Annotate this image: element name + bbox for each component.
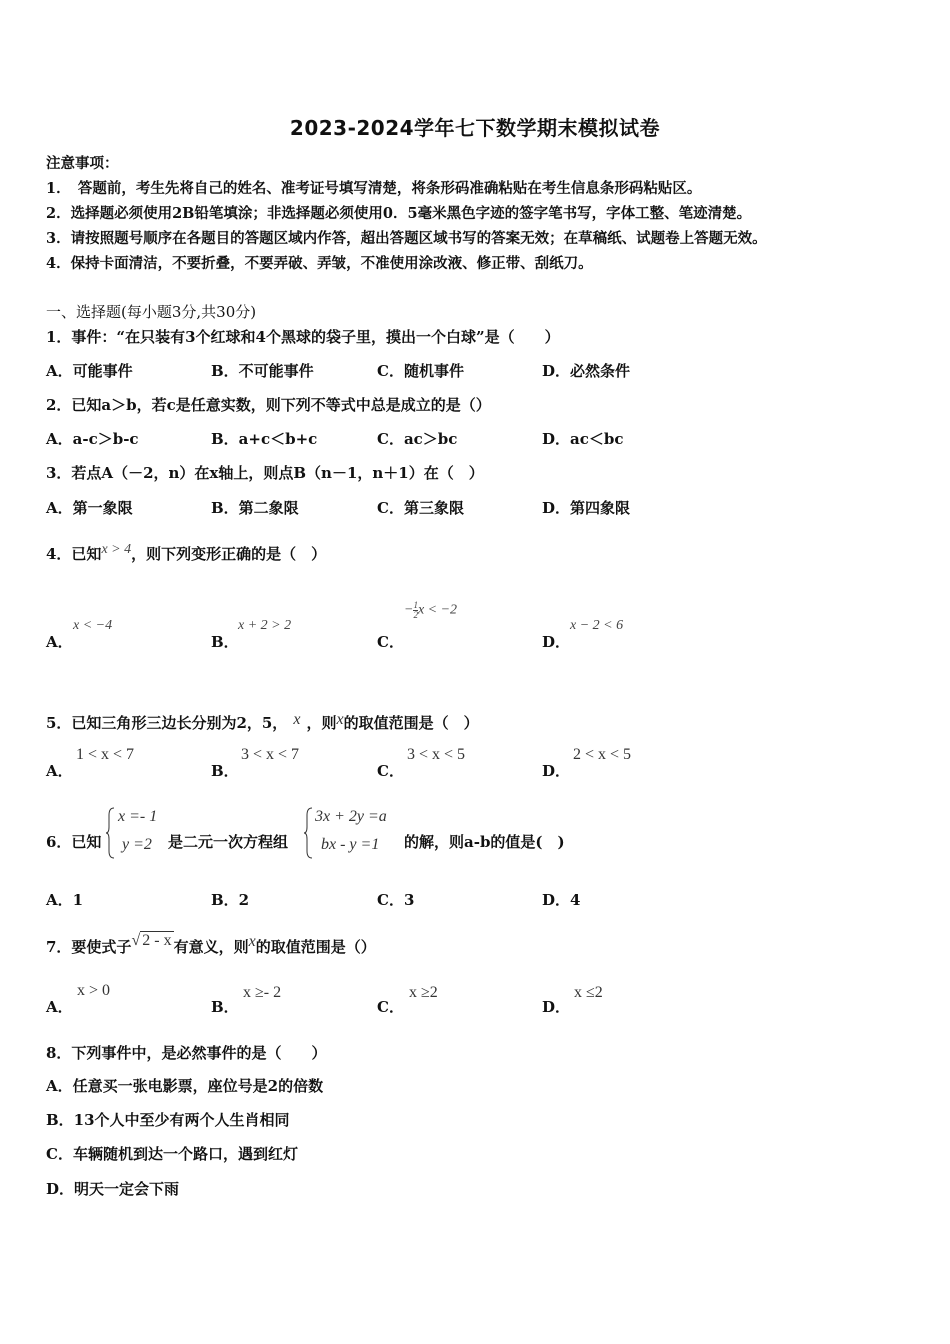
q5-expr-d: 2 < x < 5 — [573, 746, 632, 763]
q5-stem-suffix: 的取值范围是（ ） — [343, 714, 479, 732]
q1-option-c: C．随机事件 — [377, 362, 464, 380]
q3-option-a: A．第一象限 — [46, 499, 133, 517]
q5-var-x: x — [293, 711, 301, 728]
q6-system-2 — [304, 806, 404, 860]
q4-c-minus: − — [404, 602, 414, 618]
q5-label-d: D． — [542, 762, 571, 780]
notice-item: 3．请按照题号顺序在各题目的答题区域内作答，超出答题区域书写的答案无效；在草稿纸、试题卷上答题无效。 — [46, 230, 767, 247]
q3-option-d: D．第四象限 — [542, 499, 631, 517]
q8-option-c: C．车辆随机到达一个路口，遇到红灯 — [46, 1145, 298, 1163]
question-5-stem — [46, 712, 479, 733]
q2-option-a: A．a-c＞b-c — [46, 430, 139, 448]
q6-sys1-line2: y =2 — [122, 836, 152, 853]
q4-stem-prefix: 4．已知 — [46, 545, 102, 563]
q2-option-b: B．a+c＜b+c — [211, 430, 318, 448]
q1-option-d: D．必然条件 — [542, 362, 631, 380]
q6-system-1 — [106, 806, 168, 860]
sqrt-icon: √ — [131, 932, 141, 949]
q4-c-rest: x < −2 — [417, 602, 458, 618]
q4-c-denominator: 2 — [413, 610, 418, 620]
q7-sqrt-expr — [131, 932, 173, 949]
q7-label-c: C． — [377, 998, 404, 1016]
q4-label-a: A． — [46, 633, 73, 651]
q5-label-c: C． — [377, 762, 404, 780]
q2-option-c: C．ac＞bc — [377, 430, 458, 448]
q7-expr-b: x ≥- 2 — [243, 984, 282, 1001]
q4-expr-b: x + 2 > 2 — [238, 618, 292, 633]
q5-label-a: A． — [46, 762, 73, 780]
q3-option-b: B．第二象限 — [211, 499, 299, 517]
q7-expr-d: x ≤2 — [574, 984, 603, 1001]
q7-expr-a: x > 0 — [77, 982, 111, 999]
q4-stem-math: x > 4 — [101, 542, 132, 557]
q5-expr-a: 1 < x < 7 — [76, 746, 135, 763]
q5-stem-mid: ，则 — [306, 714, 337, 732]
q5-stem-prefix: 5．已知三角形三边长分别为2，5， — [46, 714, 288, 732]
q6-sys1-line1: x =- 1 — [118, 808, 158, 825]
q1-option-a: A．可能事件 — [46, 362, 133, 380]
q6-stem-prefix: 6．已知 — [46, 833, 102, 851]
notice-heading: 注意事项： — [46, 155, 119, 172]
question-3-stem: 3．若点A（－2，n）在x轴上，则点B（n－1，n＋1）在（ ） — [46, 464, 484, 482]
q7-stem-mid: 有意义，则 — [173, 938, 249, 956]
q7-label-d: D． — [542, 998, 571, 1016]
q5-var-x-2: x — [336, 711, 344, 728]
q4-label-c: C． — [377, 633, 404, 651]
q4-stem-suffix: ，则下列变形正确的是（ ） — [131, 545, 327, 563]
q5-label-b: B． — [211, 762, 239, 780]
q6-sys2-line2: bx - y =1 — [321, 836, 380, 853]
q6-brace-1-icon — [106, 807, 116, 859]
q6-option-c: C．3 — [377, 891, 415, 909]
q5-expr-b: 3 < x < 7 — [241, 746, 300, 763]
q6-stem-mid: 是二元一次方程组 — [168, 833, 289, 851]
page-title: 2023-2024学年七下数学期末模拟试卷 — [289, 116, 661, 140]
notice-item: 4．保持卡面清洁，不要折叠，不要弄破、弄皱，不准使用涂改液、修正带、刮纸刀。 — [46, 255, 593, 272]
q4-expr-d: x − 2 < 6 — [570, 618, 624, 633]
q7-stem-suffix: 的取值范围是（） — [255, 938, 376, 956]
question-8-stem: 8．下列事件中，是必然事件的是（ ） — [46, 1044, 327, 1062]
question-1-stem: 1．事件：“在只装有3个红球和4个黑球的袋子里，摸出一个白球”是（ ） — [46, 328, 560, 346]
q6-sys2-line1: 3x + 2y =a — [315, 808, 387, 825]
q6-option-d: D．4 — [542, 891, 581, 909]
q1-option-b: B．不可能事件 — [211, 362, 314, 380]
notice-item: 1． 答题前，考生先将自己的姓名、准考证号填写清楚，将条形码准确粘贴在考生信息条形码粘贴区。 — [46, 180, 702, 197]
notice-item: 2．选择题必须使用2B铅笔填涂；非选择题必须使用0．5毫米黑色字迹的签字笔书写，字体工整、笔迹清楚。 — [46, 205, 752, 222]
q8-option-a: A．任意买一张电影票，座位号是2的倍数 — [46, 1077, 324, 1095]
q7-stem-prefix: 7．要使式子 — [46, 938, 132, 956]
q7-expr-c: x ≥2 — [409, 984, 438, 1001]
q7-sqrt-content: 2 - x — [142, 932, 172, 949]
q8-option-b: B．13个人中至少有两个人生肖相同 — [46, 1111, 290, 1129]
question-2-stem: 2．已知a＞b，若c是任意实数，则下列不等式中总是成立的是（） — [46, 396, 491, 414]
q6-option-a: A．1 — [46, 891, 84, 909]
q4-label-b: B． — [211, 633, 239, 651]
q3-option-c: C．第三象限 — [377, 499, 464, 517]
question-7-stem — [46, 932, 376, 957]
q4-expr-c — [404, 601, 457, 620]
q8-option-d: D．明天一定会下雨 — [46, 1180, 180, 1198]
question-4-stem — [46, 543, 326, 564]
q7-label-a: A． — [46, 998, 73, 1016]
section-heading: 一、选择题(每小题3分,共30分) — [46, 303, 257, 321]
q4-expr-a: x < −4 — [73, 618, 113, 633]
q5-expr-c: 3 < x < 5 — [407, 746, 466, 763]
q6-option-b: B．2 — [211, 891, 250, 909]
q6-brace-2-icon — [304, 807, 314, 859]
q4-c-numerator: 1 — [413, 600, 418, 610]
q7-label-b: B． — [211, 998, 239, 1016]
q4-label-d: D． — [542, 633, 571, 651]
q7-var-x: x — [248, 933, 256, 950]
q2-option-d: D．ac＜bc — [542, 430, 624, 448]
q6-stem-suffix: 的解，则a-b的值是( ) — [404, 833, 565, 851]
